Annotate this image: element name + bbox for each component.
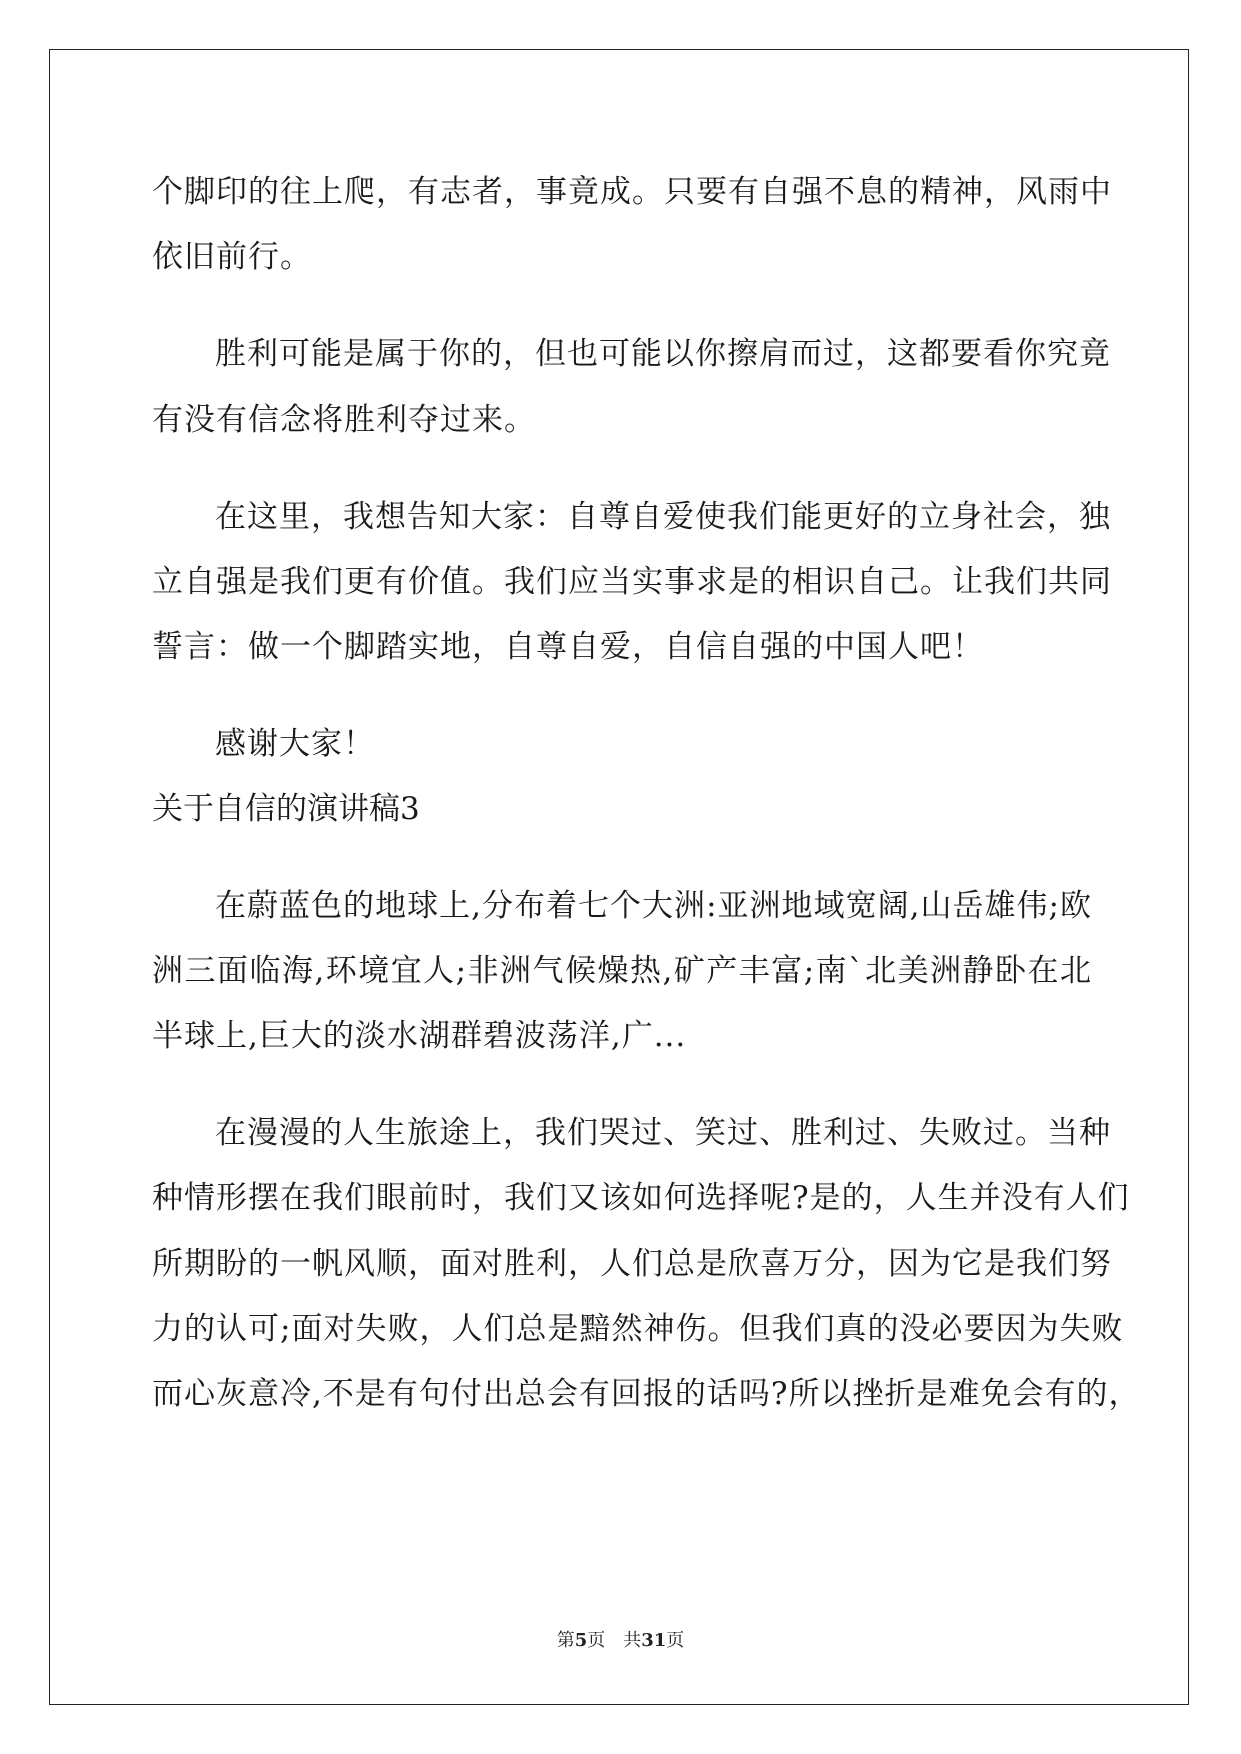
body-text-line: 力的认可;面对失败，人们总是黯然神伤。但我们真的没必要因为失败: [152, 1311, 1124, 1347]
total-pages: 31: [641, 1630, 667, 1651]
page-prefix: 第: [556, 1630, 575, 1651]
body-text-line: 胜利可能是属于你的，但也可能以你擦肩而过，这都要看你究竟: [215, 336, 1111, 372]
page-border: [49, 49, 1189, 1705]
total-prefix: 共: [623, 1630, 642, 1651]
body-text-line: 誓言：做一个脚踏实地，自尊自爱，自信自强的中国人吧！: [152, 629, 984, 665]
page-footer: [0, 1629, 1241, 1653]
body-text-line: 所期盼的一帆风顺，面对胜利，人们总是欣喜万分，因为它是我们努: [152, 1246, 1112, 1282]
total-suffix: 页: [666, 1630, 685, 1651]
page-suffix: 页: [587, 1630, 606, 1651]
body-text-line: 在蔚蓝色的地球上,分布着七个大洲:亚洲地域宽阔,山岳雄伟;欧: [215, 888, 1092, 924]
body-text-line: 感谢大家！: [215, 726, 375, 762]
section-heading: 关于自信的演讲稿3: [152, 791, 420, 827]
body-text-line: 有没有信念将胜利夺过来。: [152, 402, 536, 438]
body-text-line: 半球上,巨大的淡水湖群碧波荡洋,广...: [152, 1018, 687, 1054]
body-text-line: 洲三面临海,环境宜人;非洲气候燥热,矿产丰富;南`北美洲静卧在北: [152, 953, 1092, 989]
body-text-line: 在这里，我想告知大家：自尊自爱使我们能更好的立身社会，独: [215, 499, 1111, 535]
body-text-line: 立自强是我们更有价值。我们应当实事求是的相识自己。让我们共同: [152, 564, 1112, 600]
page-number: 5: [574, 1630, 588, 1651]
body-text-line: 个脚印的往上爬，有志者，事竟成。只要有自强不息的精神，风雨中: [152, 174, 1112, 210]
body-text-line: 依旧前行。: [152, 239, 312, 275]
body-text-line: 在漫漫的人生旅途上，我们哭过、笑过、胜利过、失败过。当种: [215, 1115, 1111, 1151]
body-text-line: 种情形摆在我们眼前时，我们又该如何选择呢?是的，人生并没有人们: [152, 1180, 1130, 1216]
body-text-line: 而心灰意冷,不是有句付出总会有回报的话吗?所以挫折是难免会有的，: [152, 1376, 1141, 1412]
